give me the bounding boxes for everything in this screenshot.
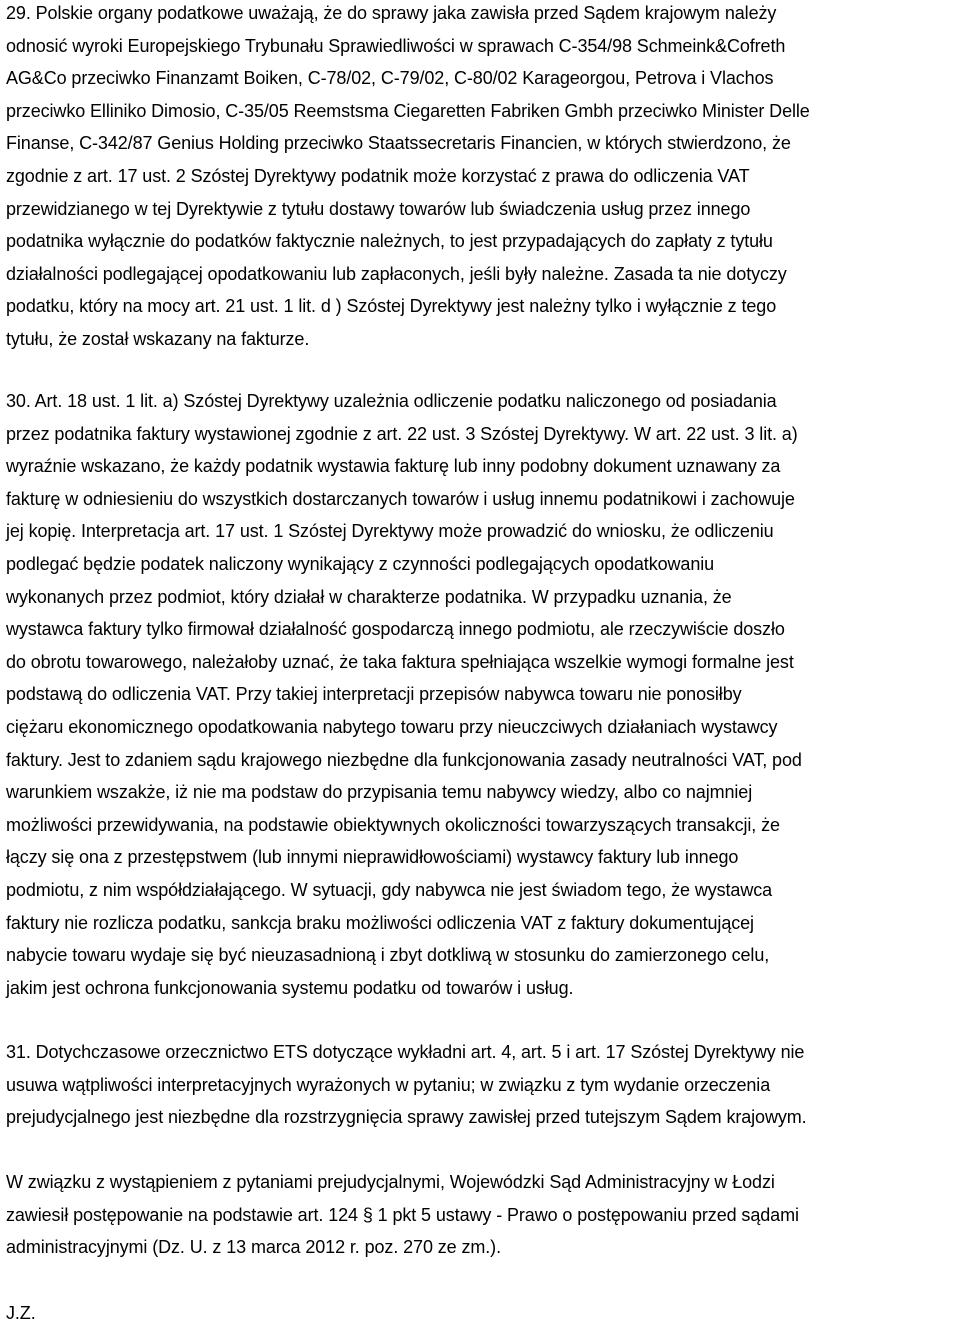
text-line: tytułu, że został wskazany na fakturze. [6,328,310,349]
text-line: warunkiem wszakże, iż nie ma podstaw do przypisania temu nabywcy wiedzy, albo co najmniej [6,782,753,803]
text-line: jej kopię. Interpretacja art. 17 ust. 1 Szóstej Dyrektywy może prowadzić do wniosku, że odliczeniu [6,521,774,542]
paragraph-31 [6,1036,807,1134]
text-line: podatnika wyłącznie do podatków faktycznie należnych, to jest przypadających do zapłaty z tytułu [6,231,773,252]
text-line: podlegać będzie podatek naliczony wynikający z czynności podlegających opodatkowaniu [6,553,715,574]
text-line: administracyjnymi (Dz. U. z 13 marca 2012 r. poz. 270 ze zm.). [6,1237,501,1258]
text-line: zgodnie z art. 17 ust. 2 Szóstej Dyrektywy podatnik może korzystać z prawa do odliczenia VAT [6,165,750,186]
text-line: Finanse, C-342/87 Genius Holding przeciwko Staatssecretaris Financien, w których stwierdzono, że [6,133,791,154]
text-line: wystawca faktury tylko firmował działalność gospodarczą innego podmiotu, ale rzeczywiście doszło [6,619,785,640]
text-line: wykonanych przez podmiot, który działał w charakterze podatnika. W przypadku uznania, że [6,586,732,607]
text-line: do obrotu towarowego, należałoby uznać, że taka faktura spełniająca wszelkie wymogi formalne jest [6,651,794,672]
text-line: przeciwko Elliniko Dimosio, C-35/05 Reemstsma Ciegaretten Fabriken Gmbh przeciwko Minister Delle [6,100,810,121]
text-line: fakturę w odniesieniu do wszystkich dostarczanych towarów i usług innemu podatnikowi i zachowuje [6,488,795,509]
paragraph-29 [6,0,810,356]
text-line: W związku z wystąpieniem z pytaniami prejudycjalnymi, Wojewódzki Sąd Administracyjny w Łodzi [6,1172,775,1192]
text-line: podstawą do odliczenia VAT. Przy takiej interpretacji przepisów nabywca towaru nie ponosiłby [6,684,742,705]
paragraph-30 [6,385,802,1004]
text-line: przewidzianego w tej Dyrektywie z tytułu dostawy towarów lub świadczenia usług przez innego [6,198,751,219]
text-line: przez podatnika faktury wystawionej zgodnie z art. 22 ust. 3 Szóstej Dyrektywy. W art. 22 ust. 3 lit. a) [6,423,798,444]
text-line: ciężaru ekonomicznego opodatkowania nabytego towaru przy nieuczciwych działaniach wystawcy [6,716,778,737]
text-line: wyraźnie wskazano, że każdy podatnik wystawia fakturę lub inny podobny dokument uznawany za [6,456,781,477]
text-line: odnosić wyroki Europejskiego Trybunału Sprawiedliwości w sprawach C-354/98 Schmeink&Cofreth [6,35,786,56]
text-line: usuwa wątpliwości interpretacyjnych wyrażonych w pytaniu; w związku z tym wydanie orzeczenia [6,1074,771,1095]
text-line: łączy się ona z przestępstwem (lub innymi nieprawidłowościami) wystawcy faktury lub innego [6,847,739,868]
text-line: 30. Art. 18 ust. 1 lit. a) Szóstej Dyrektywy uzależnia odliczenie podatku naliczonego od posiadania [6,391,777,411]
text-line: nabycie towaru wydaje się być nieuzasadnioną i zbyt dotkliwą w stosunku do zamierzonego celu, [6,945,770,966]
signature-text: J.Z. [6,1303,36,1323]
text-line: faktury. Jest to zdaniem sądu krajowego niezbędne dla funkcjonowania zasady neutralności VAT, pod [6,749,802,770]
text-line: zawiesił postępowanie na podstawie art. 124 § 1 pkt 5 ustawy - Prawo o postępowaniu przed sądami [6,1204,799,1225]
text-line: możliwości przewidywania, na podstawie obiektywnych okoliczności towarzyszących transakcji, że [6,814,780,835]
text-line: działalności podlegającej opodatkowaniu lub zapłaconych, jeśli były należne. Zasada ta nie dotyczy [6,263,787,284]
text-line: podmiotu, z nim współdziałającego. W sytuacji, gdy nabywca nie jest świadom tego, że wystawca [6,879,773,900]
paragraph-closing [6,1166,799,1264]
text-line: 31. Dotychczasowe orzecznictwo ETS dotyczące wykładni art. 4, art. 5 i art. 17 Szóstej Dyrektywy nie [6,1042,805,1062]
text-line: AG&Co przeciwko Finanzamt Boiken, C-78/02, C-79/02, C-80/02 Karageorgou, Petrova i Vlachos [6,68,774,89]
text-line: prejudycjalnego jest niezbędne dla rozstrzygnięcia sprawy zawisłej przed tutejszym Sądem krajowym. [6,1107,807,1128]
text-line: 29. Polskie organy podatkowe uważają, że do sprawy jaka zawisła przed Sądem krajowym należy [6,3,777,23]
text-line: podatku, który na mocy art. 21 ust. 1 lit. d ) Szóstej Dyrektywy jest należny tylko i wyłącznie z tego [6,296,777,317]
text-line: faktury nie rozlicza podatku, sankcja braku możliwości odliczenia VAT z faktury dokumentującej [6,912,754,933]
text-line: jakim jest ochrona funkcjonowania systemu podatku od towarów i usług. [6,977,574,998]
